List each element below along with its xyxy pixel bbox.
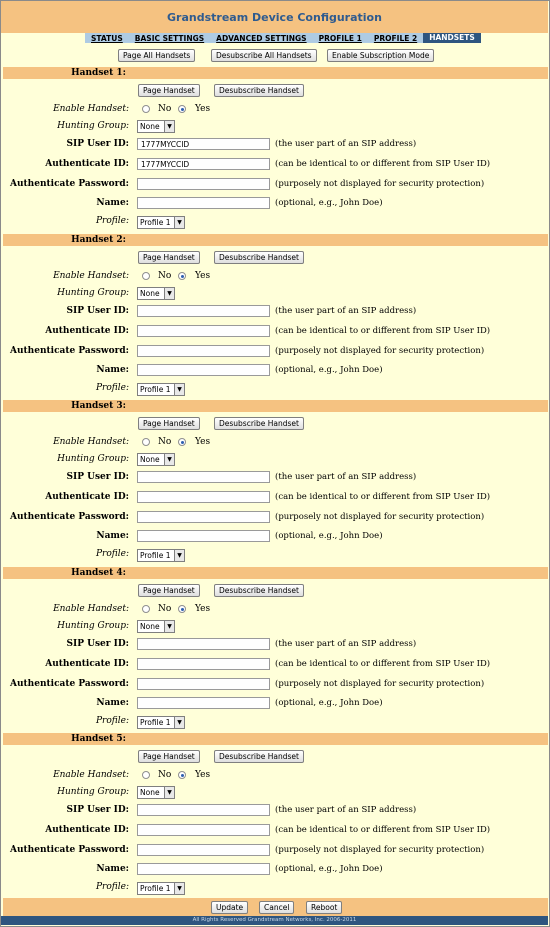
enable-no-radio[interactable] (142, 605, 150, 613)
authenticate-password-label: Authenticate Password: (10, 346, 129, 356)
chevron-down-icon: ▼ (174, 883, 184, 894)
profile-label: Profile: (95, 383, 129, 393)
authenticate-id-hint: (can be identical to or different from SIP User ID) (275, 326, 491, 336)
authenticate-id-label: Authenticate ID: (45, 159, 129, 169)
hunting-group-value: None (140, 622, 160, 631)
name-hint: (optional, e.g., John Doe) (275, 198, 383, 208)
tab-basic-settings[interactable]: BASIC SETTINGS (134, 33, 205, 43)
enable-yes-radio[interactable] (178, 605, 186, 613)
authenticate-password-hint: (purposely not displayed for security protection) (275, 679, 485, 689)
enable-yes-radio[interactable] (178, 272, 186, 280)
tab-advanced-settings[interactable]: ADVANCED SETTINGS (216, 33, 307, 43)
sip-user-id-input[interactable]: 1777MYCCID (137, 138, 270, 150)
desubscribe-all-handsets-button[interactable]: Desubscribe All Handsets (211, 49, 317, 62)
chevron-down-icon: ▼ (174, 384, 184, 395)
authenticate-password-input[interactable] (137, 678, 270, 690)
profile-value: Profile 1 (140, 551, 171, 560)
hunting-group-value: None (140, 788, 160, 797)
title-bar (1, 1, 548, 33)
enable-no-radio[interactable] (142, 771, 150, 779)
tab-profile-2[interactable]: PROFILE 2 (373, 33, 418, 43)
name-input[interactable] (137, 530, 270, 542)
authenticate-password-label: Authenticate Password: (10, 512, 129, 522)
name-label: Name: (96, 365, 129, 375)
profile-select[interactable] (137, 216, 185, 229)
name-input[interactable] (137, 697, 270, 709)
authenticate-password-hint: (purposely not displayed for security protection) (275, 179, 485, 189)
tab-bar (85, 33, 475, 43)
authenticate-id-input[interactable] (137, 658, 270, 670)
chevron-down-icon: ▼ (164, 621, 174, 632)
desubscribe-handset-button[interactable]: Desubscribe Handset (214, 251, 304, 264)
desubscribe-handset-button[interactable]: Desubscribe Handset (214, 750, 304, 763)
enable-subscription-mode-button[interactable]: Enable Subscription Mode (327, 49, 434, 62)
footer-bar (3, 898, 548, 916)
handset-5-header (3, 733, 548, 745)
page-handset-button[interactable]: Page Handset (138, 417, 200, 430)
sip-user-id-hint: (the user part of an SIP address) (275, 306, 417, 316)
sip-user-id-label: SIP User ID: (66, 639, 129, 649)
enable-handset-label: Enable Handset: (53, 104, 129, 114)
enable-no-radio[interactable] (142, 105, 150, 113)
chevron-down-icon: ▼ (164, 787, 174, 798)
profile-value: Profile 1 (140, 385, 171, 394)
chevron-down-icon: ▼ (164, 454, 174, 465)
handset-header-label: Handset 4: (71, 568, 126, 578)
tab-handsets[interactable]: HANDSETS (423, 33, 481, 43)
chevron-down-icon: ▼ (174, 217, 184, 228)
sip-user-id-hint: (the user part of an SIP address) (275, 472, 417, 482)
sip-user-id-input[interactable] (137, 638, 270, 650)
authenticate-id-input[interactable] (137, 824, 270, 836)
name-hint: (optional, e.g., John Doe) (275, 864, 383, 874)
sip-user-id-label: SIP User ID: (66, 139, 129, 149)
hunting-group-select[interactable] (137, 786, 175, 799)
authenticate-id-label: Authenticate ID: (45, 659, 129, 669)
desubscribe-handset-button[interactable]: Desubscribe Handset (214, 417, 304, 430)
authenticate-id-label: Authenticate ID: (45, 825, 129, 835)
name-label: Name: (96, 198, 129, 208)
enable-yes-label: Yes (195, 271, 211, 281)
enable-no-radio[interactable] (142, 438, 150, 446)
enable-no-label: No (158, 104, 172, 114)
copyright-text: All Rights Reserved Grandstream Networks, Inc. 2006-2011 (1, 916, 548, 925)
hunting-group-value: None (140, 122, 160, 131)
chevron-down-icon: ▼ (174, 550, 184, 561)
profile-label: Profile: (95, 882, 129, 892)
enable-handset-label: Enable Handset: (53, 770, 129, 780)
sip-user-id-input[interactable] (137, 305, 270, 317)
reboot-button[interactable]: Reboot (306, 901, 342, 914)
sip-user-id-input[interactable] (137, 804, 270, 816)
enable-yes-radio[interactable] (178, 771, 186, 779)
authenticate-password-label: Authenticate Password: (10, 179, 129, 189)
enable-yes-radio[interactable] (178, 438, 186, 446)
handset-header-label: Handset 3: (71, 401, 126, 411)
handset-2-header (3, 234, 548, 246)
authenticate-id-hint: (can be identical to or different from SIP User ID) (275, 159, 491, 169)
enable-no-label: No (158, 770, 172, 780)
authenticate-id-input[interactable]: 1777MYCCID (137, 158, 270, 170)
profile-select[interactable] (137, 549, 185, 562)
profile-value: Profile 1 (140, 884, 171, 893)
enable-no-label: No (158, 604, 172, 614)
authenticate-password-input[interactable] (137, 345, 270, 357)
sip-user-id-label: SIP User ID: (66, 472, 129, 482)
name-hint: (optional, e.g., John Doe) (275, 698, 383, 708)
profile-value: Profile 1 (140, 218, 171, 227)
name-input[interactable] (137, 197, 270, 209)
enable-yes-label: Yes (195, 604, 211, 614)
chevron-down-icon: ▼ (164, 121, 174, 132)
profile-label: Profile: (95, 549, 129, 559)
sip-user-id-input[interactable] (137, 471, 270, 483)
handset-header-label: Handset 2: (71, 235, 126, 245)
sip-user-id-hint: (the user part of an SIP address) (275, 139, 417, 149)
authenticate-password-input[interactable] (137, 844, 270, 856)
name-label: Name: (96, 698, 129, 708)
handset-header-label: Handset 5: (71, 734, 126, 744)
profile-select[interactable] (137, 716, 185, 729)
hunting-group-select[interactable] (137, 620, 175, 633)
authenticate-password-label: Authenticate Password: (10, 679, 129, 689)
authenticate-password-input[interactable] (137, 178, 270, 190)
hunting-group-value: None (140, 289, 160, 298)
enable-yes-radio[interactable] (178, 105, 186, 113)
page-handset-button[interactable]: Page Handset (138, 750, 200, 763)
hunting-group-select[interactable] (137, 453, 175, 466)
handset-1-header (3, 67, 548, 79)
handset-header-label: Handset 1: (71, 68, 126, 78)
authenticate-password-hint: (purposely not displayed for security protection) (275, 845, 485, 855)
profile-label: Profile: (95, 216, 129, 226)
enable-no-label: No (158, 271, 172, 281)
sip-user-id-label: SIP User ID: (66, 306, 129, 316)
name-label: Name: (96, 531, 129, 541)
enable-yes-label: Yes (195, 437, 211, 447)
authenticate-password-label: Authenticate Password: (10, 845, 129, 855)
handset-4-header (3, 567, 548, 579)
authenticate-password-hint: (purposely not displayed for security protection) (275, 346, 485, 356)
hunting-group-label: Hunting Group: (57, 787, 129, 797)
tab-profile-1[interactable]: PROFILE 1 (318, 33, 362, 43)
name-hint: (optional, e.g., John Doe) (275, 531, 383, 541)
authenticate-password-input[interactable] (137, 511, 270, 523)
page-handset-button[interactable]: Page Handset (138, 84, 200, 97)
update-button[interactable]: Update (211, 901, 248, 914)
page-handset-button[interactable]: Page Handset (138, 584, 200, 597)
authenticate-id-label: Authenticate ID: (45, 326, 129, 336)
name-input[interactable] (137, 863, 270, 875)
sip-user-id-label: SIP User ID: (66, 805, 129, 815)
profile-label: Profile: (95, 716, 129, 726)
authenticate-id-hint: (can be identical to or different from SIP User ID) (275, 825, 491, 835)
chevron-down-icon: ▼ (174, 717, 184, 728)
desubscribe-handset-button[interactable]: Desubscribe Handset (214, 84, 304, 97)
hunting-group-label: Hunting Group: (57, 121, 129, 131)
authenticate-id-hint: (can be identical to or different from SIP User ID) (275, 492, 491, 502)
enable-handset-label: Enable Handset: (53, 437, 129, 447)
hunting-group-label: Hunting Group: (57, 454, 129, 464)
profile-select[interactable] (137, 383, 185, 396)
enable-handset-label: Enable Handset: (53, 604, 129, 614)
enable-yes-label: Yes (195, 770, 211, 780)
hunting-group-value: None (140, 455, 160, 464)
hunting-group-select[interactable] (137, 120, 175, 133)
page-handset-button[interactable]: Page Handset (138, 251, 200, 264)
enable-no-radio[interactable] (142, 272, 150, 280)
authenticate-id-input[interactable] (137, 325, 270, 337)
authenticate-id-hint: (can be identical to or different from SIP User ID) (275, 659, 491, 669)
name-input[interactable] (137, 364, 270, 376)
sip-user-id-hint: (the user part of an SIP address) (275, 639, 417, 649)
hunting-group-select[interactable] (137, 287, 175, 300)
enable-no-label: No (158, 437, 172, 447)
hunting-group-label: Hunting Group: (57, 621, 129, 631)
desubscribe-handset-button[interactable]: Desubscribe Handset (214, 584, 304, 597)
sip-user-id-hint: (the user part of an SIP address) (275, 805, 417, 815)
handset-3-header (3, 400, 548, 412)
profile-select[interactable] (137, 882, 185, 895)
hunting-group-label: Hunting Group: (57, 288, 129, 298)
name-label: Name: (96, 864, 129, 874)
authenticate-id-label: Authenticate ID: (45, 492, 129, 502)
authenticate-password-hint: (purposely not displayed for security protection) (275, 512, 485, 522)
profile-value: Profile 1 (140, 718, 171, 727)
name-hint: (optional, e.g., John Doe) (275, 365, 383, 375)
enable-yes-label: Yes (195, 104, 211, 114)
cancel-button[interactable]: Cancel (259, 901, 294, 914)
authenticate-id-input[interactable] (137, 491, 270, 503)
enable-handset-label: Enable Handset: (53, 271, 129, 281)
tab-status[interactable]: STATUS (91, 33, 123, 43)
chevron-down-icon: ▼ (164, 288, 174, 299)
page-all-handsets-button[interactable]: Page All Handsets (118, 49, 195, 62)
page-title: Grandstream Device Configuration (167, 11, 382, 24)
